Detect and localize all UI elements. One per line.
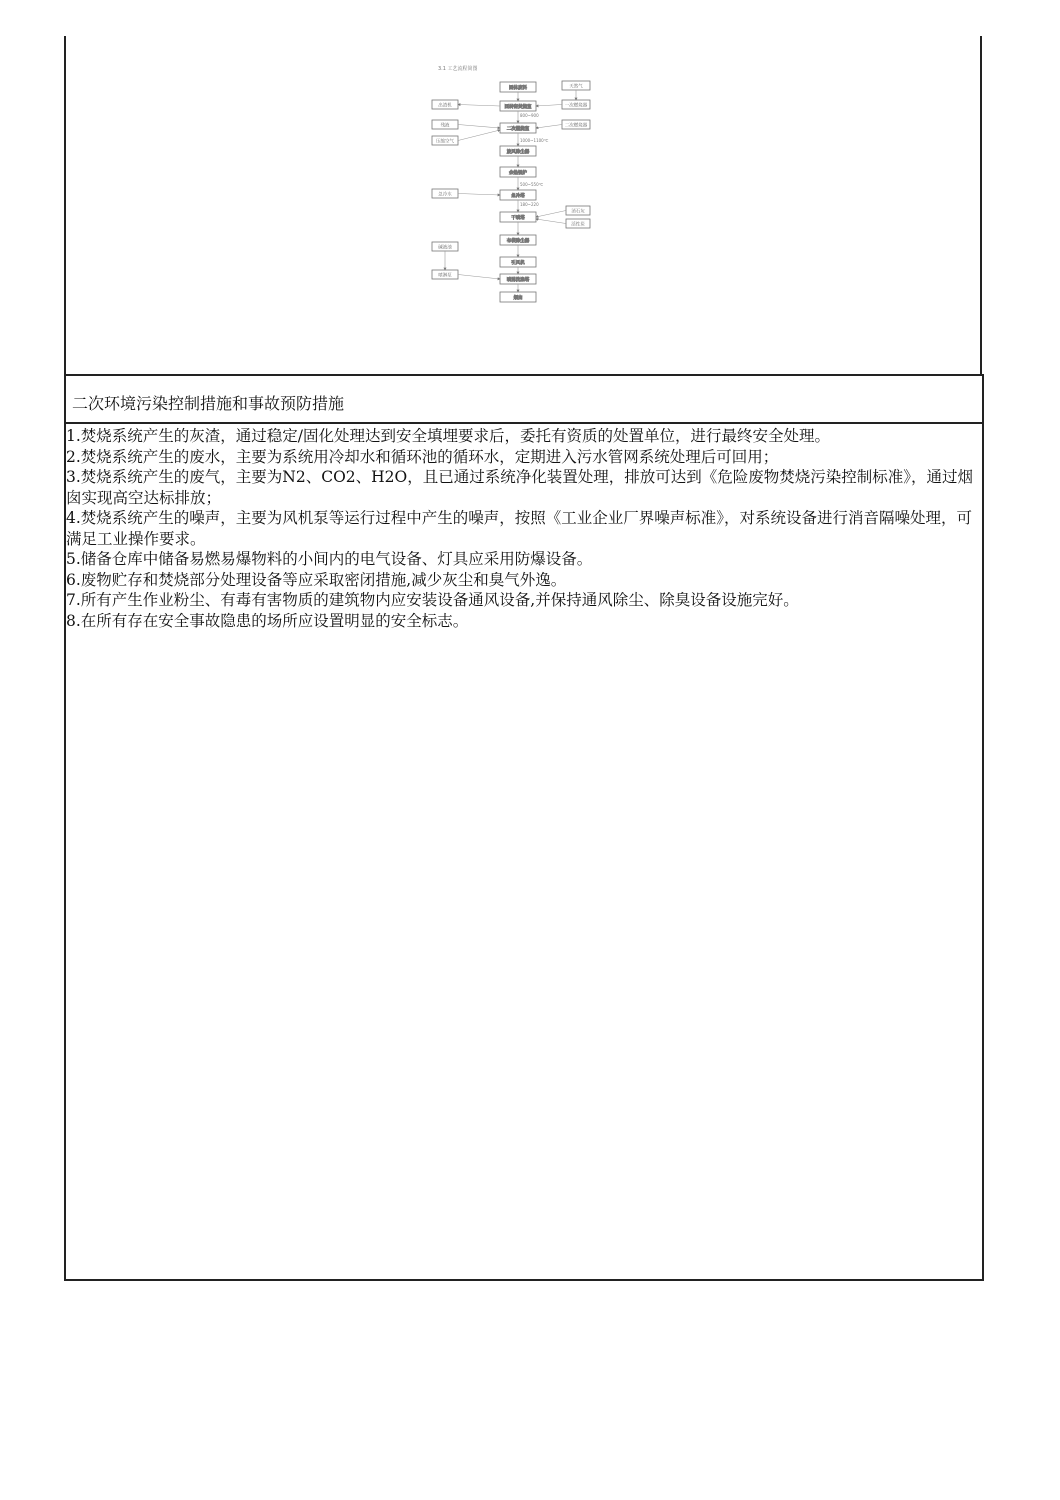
flow-node-right-label: 天然气 — [569, 84, 583, 90]
flow-temperature-label: 1000~1100℃ — [520, 138, 549, 143]
flow-node-center-label: 干喷塔 — [511, 215, 525, 221]
flow-connector — [458, 105, 500, 107]
measures-list — [66, 426, 978, 631]
flow-connector — [536, 105, 562, 107]
flowchart-caption: 3.1 工艺流程简图 — [438, 66, 478, 72]
flow-node-center-label: 喷淋洗涤塔 — [506, 277, 530, 283]
flow-node-center — [500, 101, 536, 111]
flow-node-center-label: 布袋除尘器 — [506, 238, 530, 244]
flow-node-center-label: 引风机 — [511, 260, 525, 266]
flow-node-center — [500, 274, 536, 284]
flow-temperature-label: 500~550℃ — [520, 182, 544, 187]
flow-node-right-label: 活性炭 — [571, 222, 585, 228]
flow-node-left — [432, 100, 458, 109]
flow-node-right-label: 消石灰 — [571, 209, 585, 215]
flow-node-left-label: 喷淋泵 — [438, 273, 452, 279]
flow-connector — [458, 194, 500, 196]
flow-connector — [536, 125, 562, 129]
flow-node-left — [432, 270, 458, 279]
measure-item-7: 7.所有产生作业粉尘、有毒有害物质的建筑物内应安装设备通风设备,并保持通风除尘、除臭设备设施完好。 — [66, 591, 799, 609]
flow-connector — [458, 130, 500, 141]
flow-node-left — [432, 242, 458, 251]
flow-connector — [458, 125, 500, 129]
flow-temperature-label: 800~900 — [520, 113, 539, 118]
measure-item-8: 8.在所有存在安全事故隐患的场所应设置明显的安全标志。 — [66, 611, 469, 630]
flow-node-center — [500, 190, 536, 200]
measure-item-1: 1.焚烧系统产生的灰渣，通过稳定/固化处理达到安全填埋要求后，委托有资质的处置单位，进行最终安全处理。 — [66, 427, 831, 445]
flow-node-center — [500, 123, 536, 133]
flow-node-center-label: 固体废料 — [509, 85, 527, 91]
flow-node-left — [432, 120, 458, 129]
flow-node-center-label: 旋风除尘器 — [506, 149, 530, 155]
flow-node-left-label: 出渣机 — [438, 103, 452, 109]
flow-temperature-label: 180~220 — [520, 202, 539, 207]
flow-node-right — [562, 100, 590, 109]
flow-node-left-label: 残液 — [440, 123, 450, 129]
measure-item-6: 6.废物贮存和焚烧部分处理设备等应采取密闭措施,减少灰尘和臭气外逸。 — [66, 570, 567, 589]
flow-node-center — [500, 257, 536, 267]
flow-node-right-label: 二次燃烧器 — [564, 123, 588, 129]
flow-node-center-label: 余热锅炉 — [509, 170, 527, 176]
flow-node-center — [500, 167, 536, 177]
flow-node-right — [562, 81, 590, 90]
measure-item-4: 4.焚烧系统产生的噪声，主要为风机泵等运行过程中产生的噪声，按照《工业企业厂界噪声标准》，对系统设备进行消音隔噪处理，可满足工业操作要求。 — [66, 509, 973, 548]
flow-node-left — [432, 136, 458, 145]
flow-node-center — [500, 235, 536, 245]
flow-connector — [536, 219, 566, 224]
measures-content-cell — [64, 424, 984, 1281]
measure-item-2: 2.焚烧系统产生的废水，主要为系统用冷却水和循环池的循环水，定期进入污水管网系统处理后可回用； — [66, 447, 779, 466]
section-title: 二次环境污染控制措施和事故预防措施 — [72, 394, 345, 413]
flow-node-center — [500, 82, 536, 92]
section-header-cell — [64, 376, 984, 424]
flow-connector — [458, 275, 500, 280]
flow-node-right — [566, 219, 590, 228]
process-flowchart — [420, 60, 650, 310]
flow-node-center — [500, 212, 536, 222]
measure-item-3: 3.焚烧系统产生的废气，主要为N2、CO2、H2O，且已通过系统净化装置处理，排放可达到《危险废物焚烧污染控制标准》，通过烟囱实现高空达标排放； — [66, 468, 973, 507]
flow-node-left-label: 碱液池 — [438, 245, 452, 251]
flow-node-center — [500, 292, 536, 302]
flow-node-right — [562, 120, 590, 129]
flow-node-right-label: 一次燃烧器 — [564, 103, 588, 109]
flow-node-center-label: 二次燃烧室 — [506, 126, 530, 132]
measure-item-5: 5.储备仓库中储备易燃易爆物料的小间内的电气设备、灯具应采用防爆设备。 — [66, 550, 593, 568]
flow-node-left-label: 压缩空气 — [436, 139, 454, 145]
flow-node-center-label: 烟囱 — [513, 295, 523, 301]
flow-node-center — [500, 146, 536, 156]
flow-node-right — [566, 206, 590, 215]
flow-connector — [536, 211, 566, 218]
flow-node-center-label: 回转窑焚烧室 — [504, 104, 532, 110]
flow-node-left — [432, 189, 458, 198]
flow-node-left-label: 急冷水 — [438, 192, 452, 198]
flow-node-center-label: 急冷塔 — [511, 193, 525, 199]
